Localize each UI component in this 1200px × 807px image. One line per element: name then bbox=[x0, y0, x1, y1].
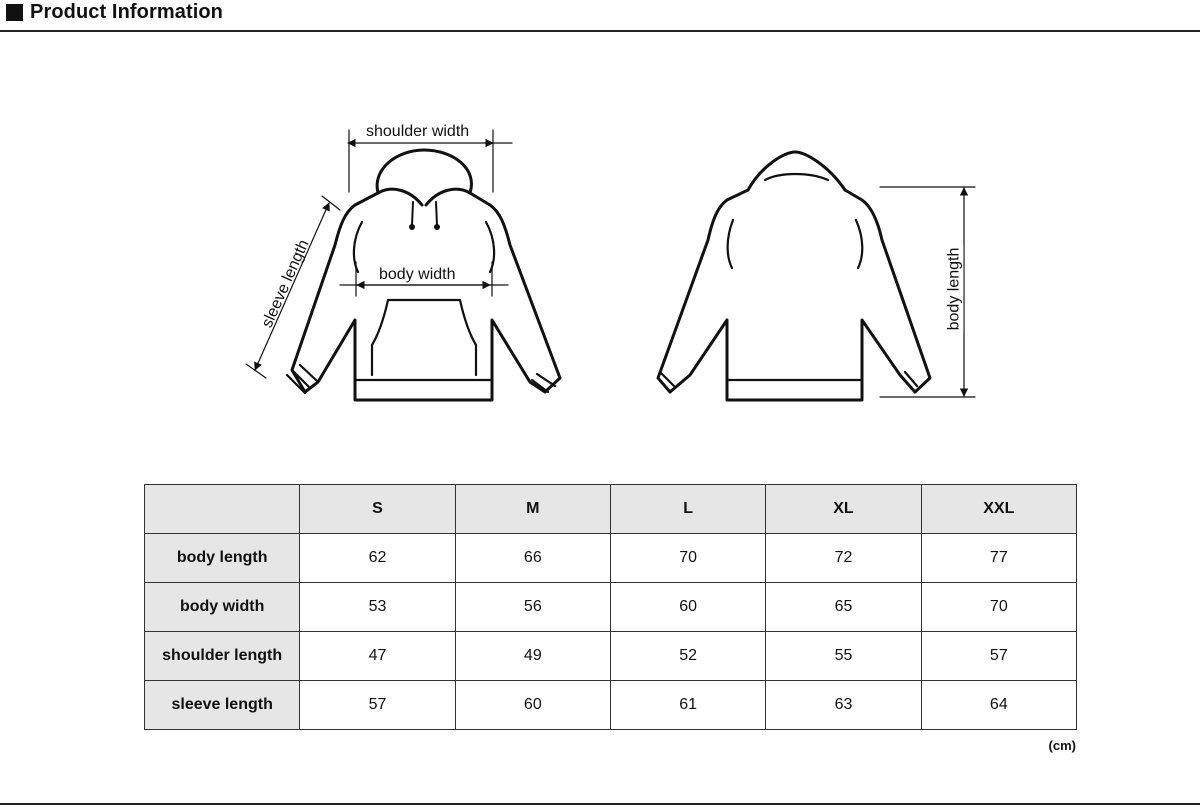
row-label-body-length: body length bbox=[145, 534, 300, 583]
row-label-sleeve-length: sleeve length bbox=[145, 681, 300, 730]
table-cell: 60 bbox=[610, 583, 765, 632]
table-cell: 47 bbox=[300, 632, 455, 681]
size-column-xl: XL bbox=[766, 485, 921, 534]
shoulder-width-label: shoulder width bbox=[366, 123, 470, 140]
table-row bbox=[145, 534, 1077, 583]
table-cell: 56 bbox=[455, 583, 610, 632]
size-chart-table bbox=[144, 484, 1077, 730]
hoodie-back-drawing bbox=[658, 152, 930, 400]
footer-divider bbox=[0, 803, 1200, 805]
table-cell: 49 bbox=[455, 632, 610, 681]
table-cell: 66 bbox=[455, 534, 610, 583]
table-cell: 65 bbox=[766, 583, 921, 632]
size-column-m: M bbox=[455, 485, 610, 534]
table-cell: 77 bbox=[921, 534, 1076, 583]
sleeve-length-label: sleeve length bbox=[258, 237, 313, 331]
size-column-s: S bbox=[300, 485, 455, 534]
table-cell: 72 bbox=[766, 534, 921, 583]
table-row bbox=[145, 681, 1077, 730]
table-cell: 70 bbox=[921, 583, 1076, 632]
table-row bbox=[145, 583, 1077, 632]
size-header-row bbox=[145, 485, 1077, 534]
table-cell: 64 bbox=[921, 681, 1076, 730]
body-length-label: body length bbox=[945, 247, 963, 331]
table-cell: 70 bbox=[610, 534, 765, 583]
table-cell: 57 bbox=[921, 632, 1076, 681]
table-cell: 62 bbox=[300, 534, 455, 583]
row-label-body-width: body width bbox=[145, 583, 300, 632]
body-width-label: body width bbox=[379, 266, 456, 283]
table-cell: 60 bbox=[455, 681, 610, 730]
table-cell: 53 bbox=[300, 583, 455, 632]
table-cell: 57 bbox=[300, 681, 455, 730]
size-column-xxl: XXL bbox=[921, 485, 1076, 534]
table-cell: 63 bbox=[766, 681, 921, 730]
table-row bbox=[145, 632, 1077, 681]
table-cell: 52 bbox=[610, 632, 765, 681]
size-corner-cell bbox=[145, 485, 300, 534]
table-cell: 61 bbox=[610, 681, 765, 730]
unit-label: (cm) bbox=[1048, 738, 1076, 753]
table-cell: 55 bbox=[766, 632, 921, 681]
page-title: Product Information bbox=[30, 1, 224, 23]
row-label-shoulder-length: shoulder length bbox=[145, 632, 300, 681]
size-column-l: L bbox=[610, 485, 765, 534]
